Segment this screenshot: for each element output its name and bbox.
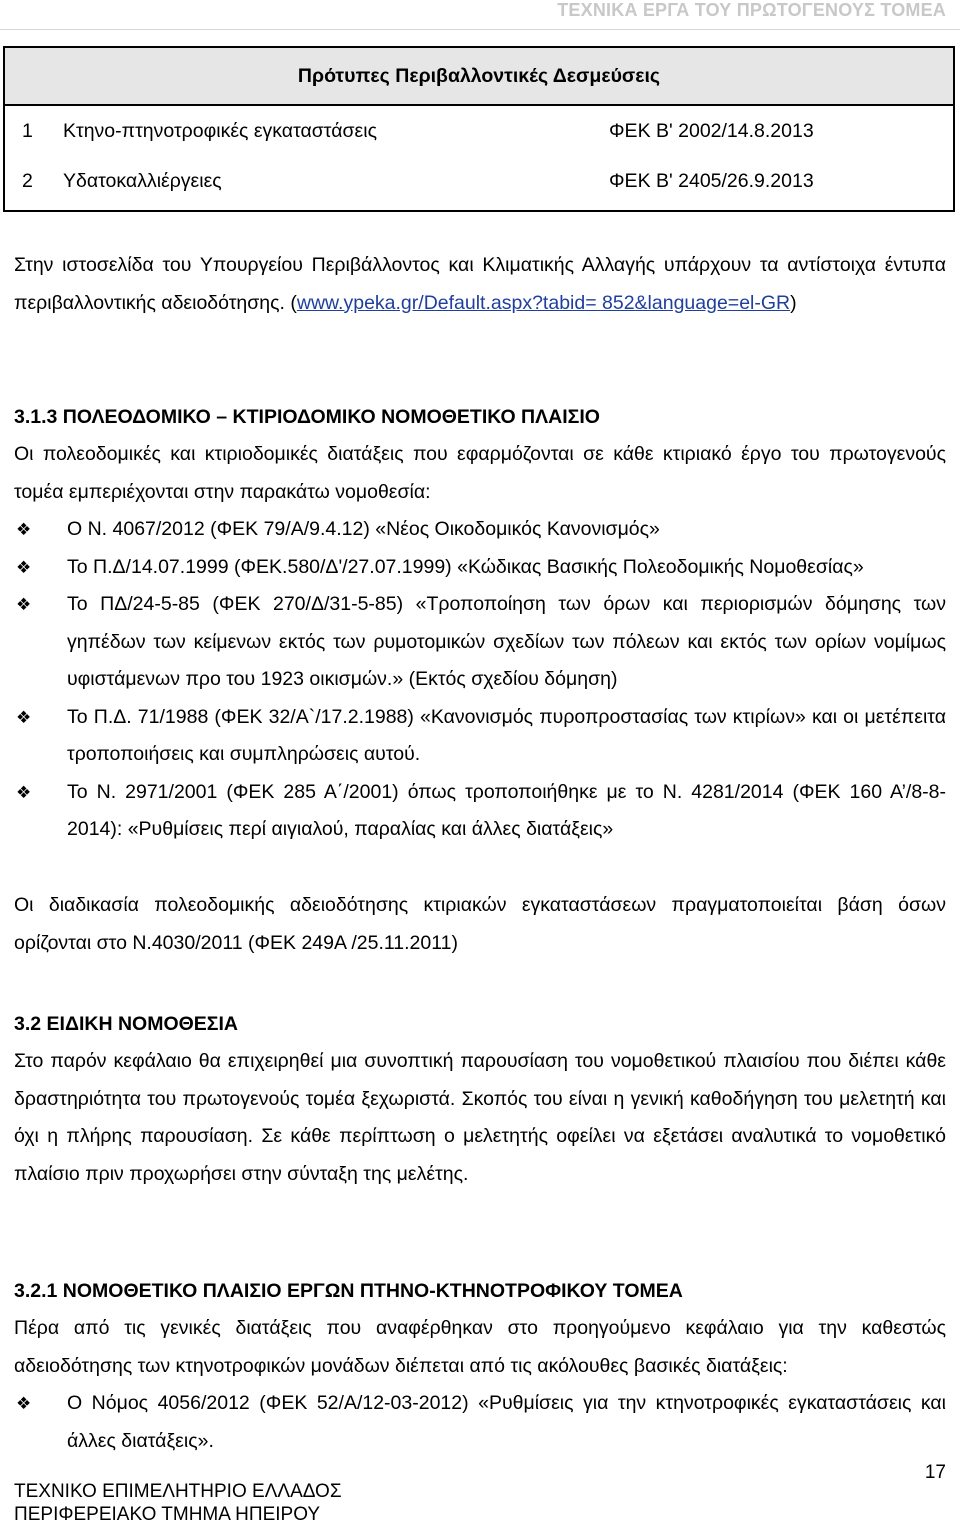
section-313-legislation-list	[14, 511, 946, 849]
section-313-heading: 3.1.3 ΠΟΛΕΟΔΟΜΙΚΟ – ΚΤΙΡΙΟΔΟΜΙΚΟ ΝΟΜΟΘΕΤΙΚΟ ΠΛΑΙΣΙΟ	[14, 406, 600, 428]
list-item: ❖ Το Ν. 2971/2001 (ΦΕΚ 285 Α΄/2001) όπως τροποποιήθηκε με το Ν. 4281/2014 (ΦΕΚ 160 Α’/8-8-2014): «Ρυθμίσεις περί αιγιαλού, παραλίας και άλλες διατάξεις»	[14, 774, 946, 849]
diamond-star-bullet-icon: ❖	[16, 595, 32, 614]
section-321-heading: 3.2.1 ΝΟΜΟΘΕΤΙΚΟ ΠΛΑΙΣΙΟ ΕΡΓΩΝ ΠΤΗΝΟ-ΚΤΗΝΟΤΡΟΦΙΚΟΥ ΤΟΜΕΑ	[14, 1280, 683, 1302]
diamond-star-bullet-icon: ❖	[16, 782, 32, 802]
row-name: Κτηνο-πτηνοτροφικές εγκαταστάσεις	[63, 120, 377, 142]
intro-closing: )	[790, 291, 797, 314]
row-number: 1	[22, 120, 33, 142]
table-header-row	[4, 47, 954, 105]
list-item: ❖ Το Π.Δ. 71/1988 (ΦΕΚ 32/Α`/17.2.1988) «Κανονισμός πυροπροστασίας των κτιρίων» και οι μετέπειτα τροποποιήσεις και συμπληρώσεις αυτού.	[14, 699, 946, 774]
table-body-row	[4, 105, 954, 211]
intro-paragraph	[14, 247, 946, 322]
section-32-heading: 3.2 ΕΙΔΙΚΗ ΝΟΜΟΘΕΣΙΑ	[14, 1013, 239, 1035]
table-title: Πρότυπες Περιβαλλοντικές Δεσμεύσεις	[4, 47, 954, 105]
row-reference: ΦΕΚ Β' 2405/26.9.2013	[609, 170, 814, 192]
table-row	[5, 106, 953, 156]
ypeka-link[interactable]: www.ypeka.gr/Default.aspx?tabid= 852&language=el-GR	[296, 291, 791, 314]
footer-department: ΠΕΡΙΦΕΡΕΙΑΚΟ ΤΜΗΜΑ ΗΠΕΙΡΟΥ	[14, 1504, 321, 1525]
page-number: 17	[924, 1462, 946, 1483]
section-313-closing: Οι διαδικασία πολεοδομικής αδειοδότησης κτιριακών εγκαταστάσεων πραγματοποιείται βάση όσων ορίζονται στο Ν.4030/2011 (ΦΕΚ 249Α /25.11.2011)	[14, 894, 946, 954]
diamond-star-bullet-icon: ❖	[16, 520, 32, 539]
intro-text: Στην ιστοσελίδα του Υπουργείου Περιβάλλοντος και Κλιματικής Αλλαγής υπάρχουν τα αντίστοιχα έντυπα περιβαλλοντικής αδειοδότησης. (	[14, 254, 946, 314]
diamond-star-bullet-icon: ❖	[16, 1394, 32, 1413]
section-32-paragraph: Στο παρόν κεφάλαιο θα επιχειρηθεί μια συνοπτική παρουσίαση του νομοθετικού πλαισίου που διέπει κάθε δραστηριότητα του πρωτογενούς τομέα ξεχωριστά. Σκοπός του είναι η γενική καθοδήγηση του μελετητή και όχι η πλήρης παρουσίαση. Σε κάθε περίπτωση ο μελετητής οφείλει να εξετάσει αναλυτικά το νομοθετικό πλαίσιο πριν προχωρήσει στην σύνταξη της μελέτης.	[14, 1050, 946, 1185]
row-name: Υδατοκαλλιέργειες	[63, 170, 222, 192]
page-header-title: ΤΕΧΝΙΚΑ ΕΡΓΑ ΤΟΥ ΠΡΩΤΟΓΕΝΟΥΣ ΤΟΜΕΑ	[557, 0, 946, 20]
section-313-intro: Οι πολεοδομικές και κτιριοδομικές διατάξεις που εφαρμόζονται σε κάθε κτιριακό έργο του πρωτογενούς τομέα εμπεριέχονται στην παρακάτω νομοθεσία:	[14, 443, 946, 503]
footer-organization: ΤΕΧΝΙΚΟ ΕΠΙΜΕΛΗΤΗΡΙΟ ΕΛΛΑΔΟΣ	[14, 1481, 342, 1502]
environmental-commitments-table	[3, 46, 955, 212]
row-number: 2	[22, 170, 33, 192]
list-item: ❖ Ο Ν. 4067/2012 (ΦΕΚ 79/Α/9.4.12) «Νέος Οικοδομικός Κανονισμός»	[14, 511, 946, 549]
header-divider	[0, 29, 960, 30]
list-item: ❖ Ο Νόμος 4056/2012 (ΦΕΚ 52/Α/12-03-2012) «Ρυθμίσεις για την κτηνοτροφικές εγκαταστάσεις και άλλες διατάξεις».	[14, 1385, 946, 1460]
table-row	[5, 156, 953, 206]
diamond-star-bullet-icon: ❖	[16, 557, 32, 577]
row-reference: ΦΕΚ Β' 2002/14.8.2013	[609, 120, 814, 142]
section-321-legislation-list	[14, 1385, 946, 1460]
diamond-star-bullet-icon: ❖	[16, 707, 32, 727]
section-321-intro: Πέρα από τις γενικές διατάξεις που αναφέρθηκαν στο προηγούμενο κεφάλαιο για την καθεστώς αδειοδότησης των κτηνοτροφικών μονάδων διέπεται από τις ακόλουθες βασικές διατάξεις:	[14, 1317, 946, 1377]
list-item: ❖ Το Π.Δ/14.07.1999 (ΦΕΚ.580/Δ'/27.07.1999) «Κώδικας Βασικής Πολεοδομικής Νομοθεσίας»	[14, 549, 946, 587]
list-item: ❖ Το ΠΔ/24-5-85 (ΦΕΚ 270/Δ/31-5-85) «Τροποποίηση των όρων και περιορισμών δόμησης των γηπέδων των κείμενων εκτός των ρυμοτομικών σχεδίων των πόλεων και εκτός των ορίων νομίμως υφιστάμενων προ του 1923 οικισμών.» (Εκτός σχεδίου δόμηση)	[14, 586, 946, 699]
